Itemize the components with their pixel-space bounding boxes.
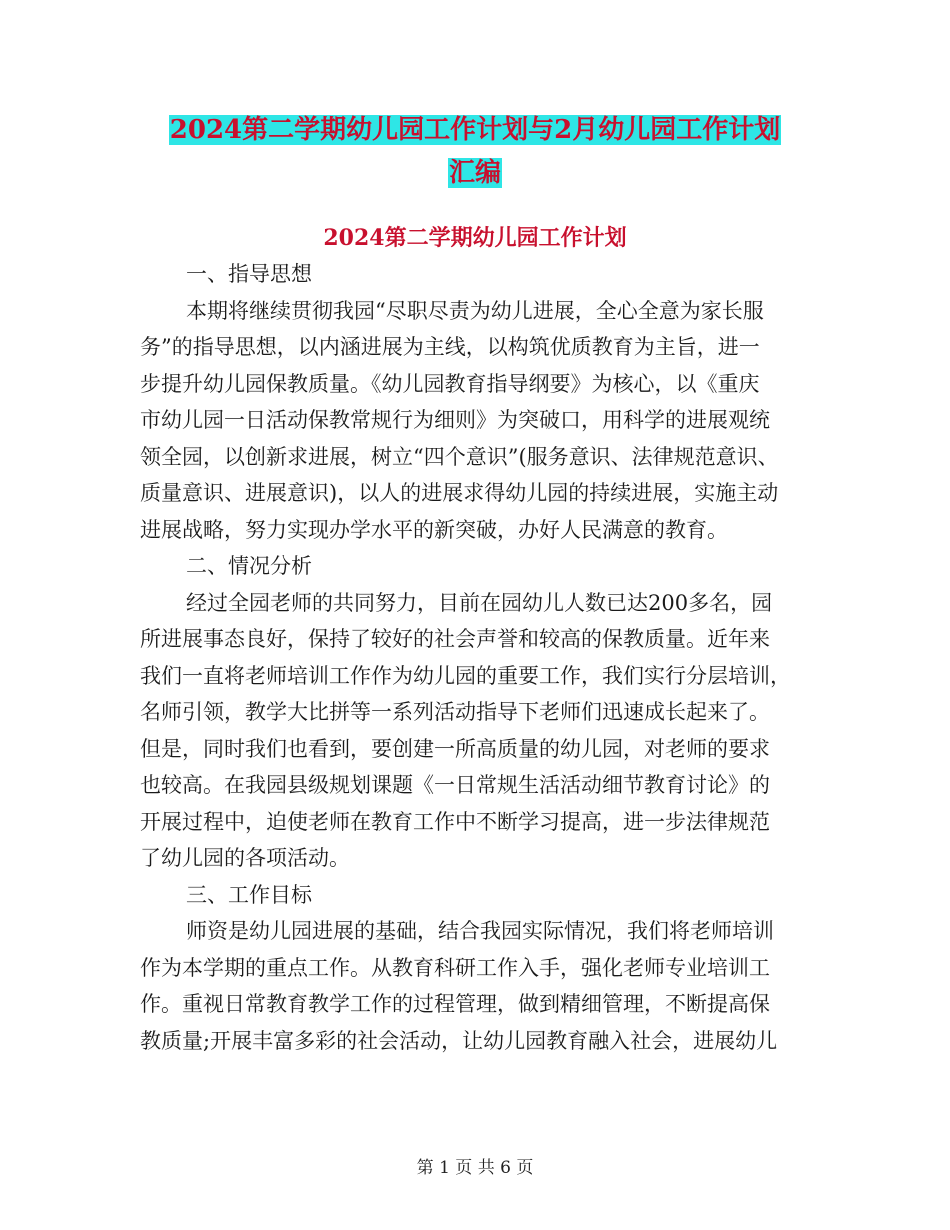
paragraph-line: 师资是幼儿园进展的基础，结合我园实际情况，我们将老师培训 (186, 919, 774, 943)
paragraph-line: 作。重视日常教育教学工作的过程管理，做到精细管理，不断提高保 (140, 992, 770, 1016)
paragraph-line: 开展过程中，迫使老师在教育工作中不断学习提高，进一步法律规范 (140, 809, 770, 834)
paragraph-line: 作为本学期的重点工作。从教育科研工作入手，强化老师专业培训工 (140, 955, 770, 980)
heading-work-goals: 三、工作目标 (186, 882, 312, 907)
paragraph-line: 也较高。在我园县级规划课题《一日常规生活活动细节教育讨论》的 (140, 773, 770, 797)
paragraph-line: 市幼儿园一日活动保教常规行为细则》为突破口，用科学的进展观统 (140, 408, 770, 432)
section-title: 2024第二学期幼儿园工作计划 (323, 225, 627, 251)
paragraph-line: 领全园，以创新求进展，树立“四个意识”(服务意识、法律规范意识、 (140, 444, 779, 469)
paragraph-line: 了幼儿园的各项活动。 (140, 846, 350, 870)
document-body (140, 256, 810, 1059)
page-number-footer: 第 1 页 共 6 页 (416, 1158, 534, 1178)
paragraph-line: 所进展事态良好，保持了较好的社会声誉和较高的保教质量。近年来 (140, 627, 770, 651)
paragraph-line: 进展战略，努力实现办学水平的新突破，办好人民满意的教育。 (140, 517, 728, 542)
paragraph-line: 步提升幼儿园保教质量。《幼儿园教育指导纲要》为核心，以《重庆 (140, 371, 760, 396)
heading-situation-analysis: 二、情况分析 (186, 554, 312, 578)
paragraph-line: 务”的指导思想，以内涵进展为主线，以构筑优质教育为主旨，进一 (140, 335, 760, 359)
document-title-text-1: 2024第二学期幼儿园工作计划与2月幼儿园工作计划 (169, 115, 781, 145)
paragraph-line: 经过全园老师的共同努力，目前在园幼儿人数已达200多名，园 (186, 590, 773, 615)
document-title-text-2: 汇编 (448, 158, 501, 188)
paragraph-line: 教质量;开展丰富多彩的社会活动，让幼儿园教育融入社会，进展幼儿 (140, 1028, 778, 1053)
paragraph-line: 名师引领，教学大比拼等一系列活动指导下老师们迅速成长起来了。 (140, 700, 770, 724)
paragraph-line: 质量意识、进展意识)，以人的进展求得幼儿园的持续进展，实施主动 (140, 481, 779, 505)
document-title-line1 (140, 110, 810, 150)
heading-guiding-ideology: 一、指导思想 (186, 262, 312, 286)
paragraph-line: 我们一直将老师培训工作作为幼儿园的重要工作，我们实行分层培训， (140, 663, 791, 688)
document-title-line2 (140, 153, 810, 193)
paragraph-line: 本期将继续贯彻我园“尽职尽责为幼儿进展，全心全意为家长服 (186, 298, 764, 323)
paragraph-line: 但是，同时我们也看到，要创建一所高质量的幼儿园，对老师的要求 (140, 736, 770, 761)
